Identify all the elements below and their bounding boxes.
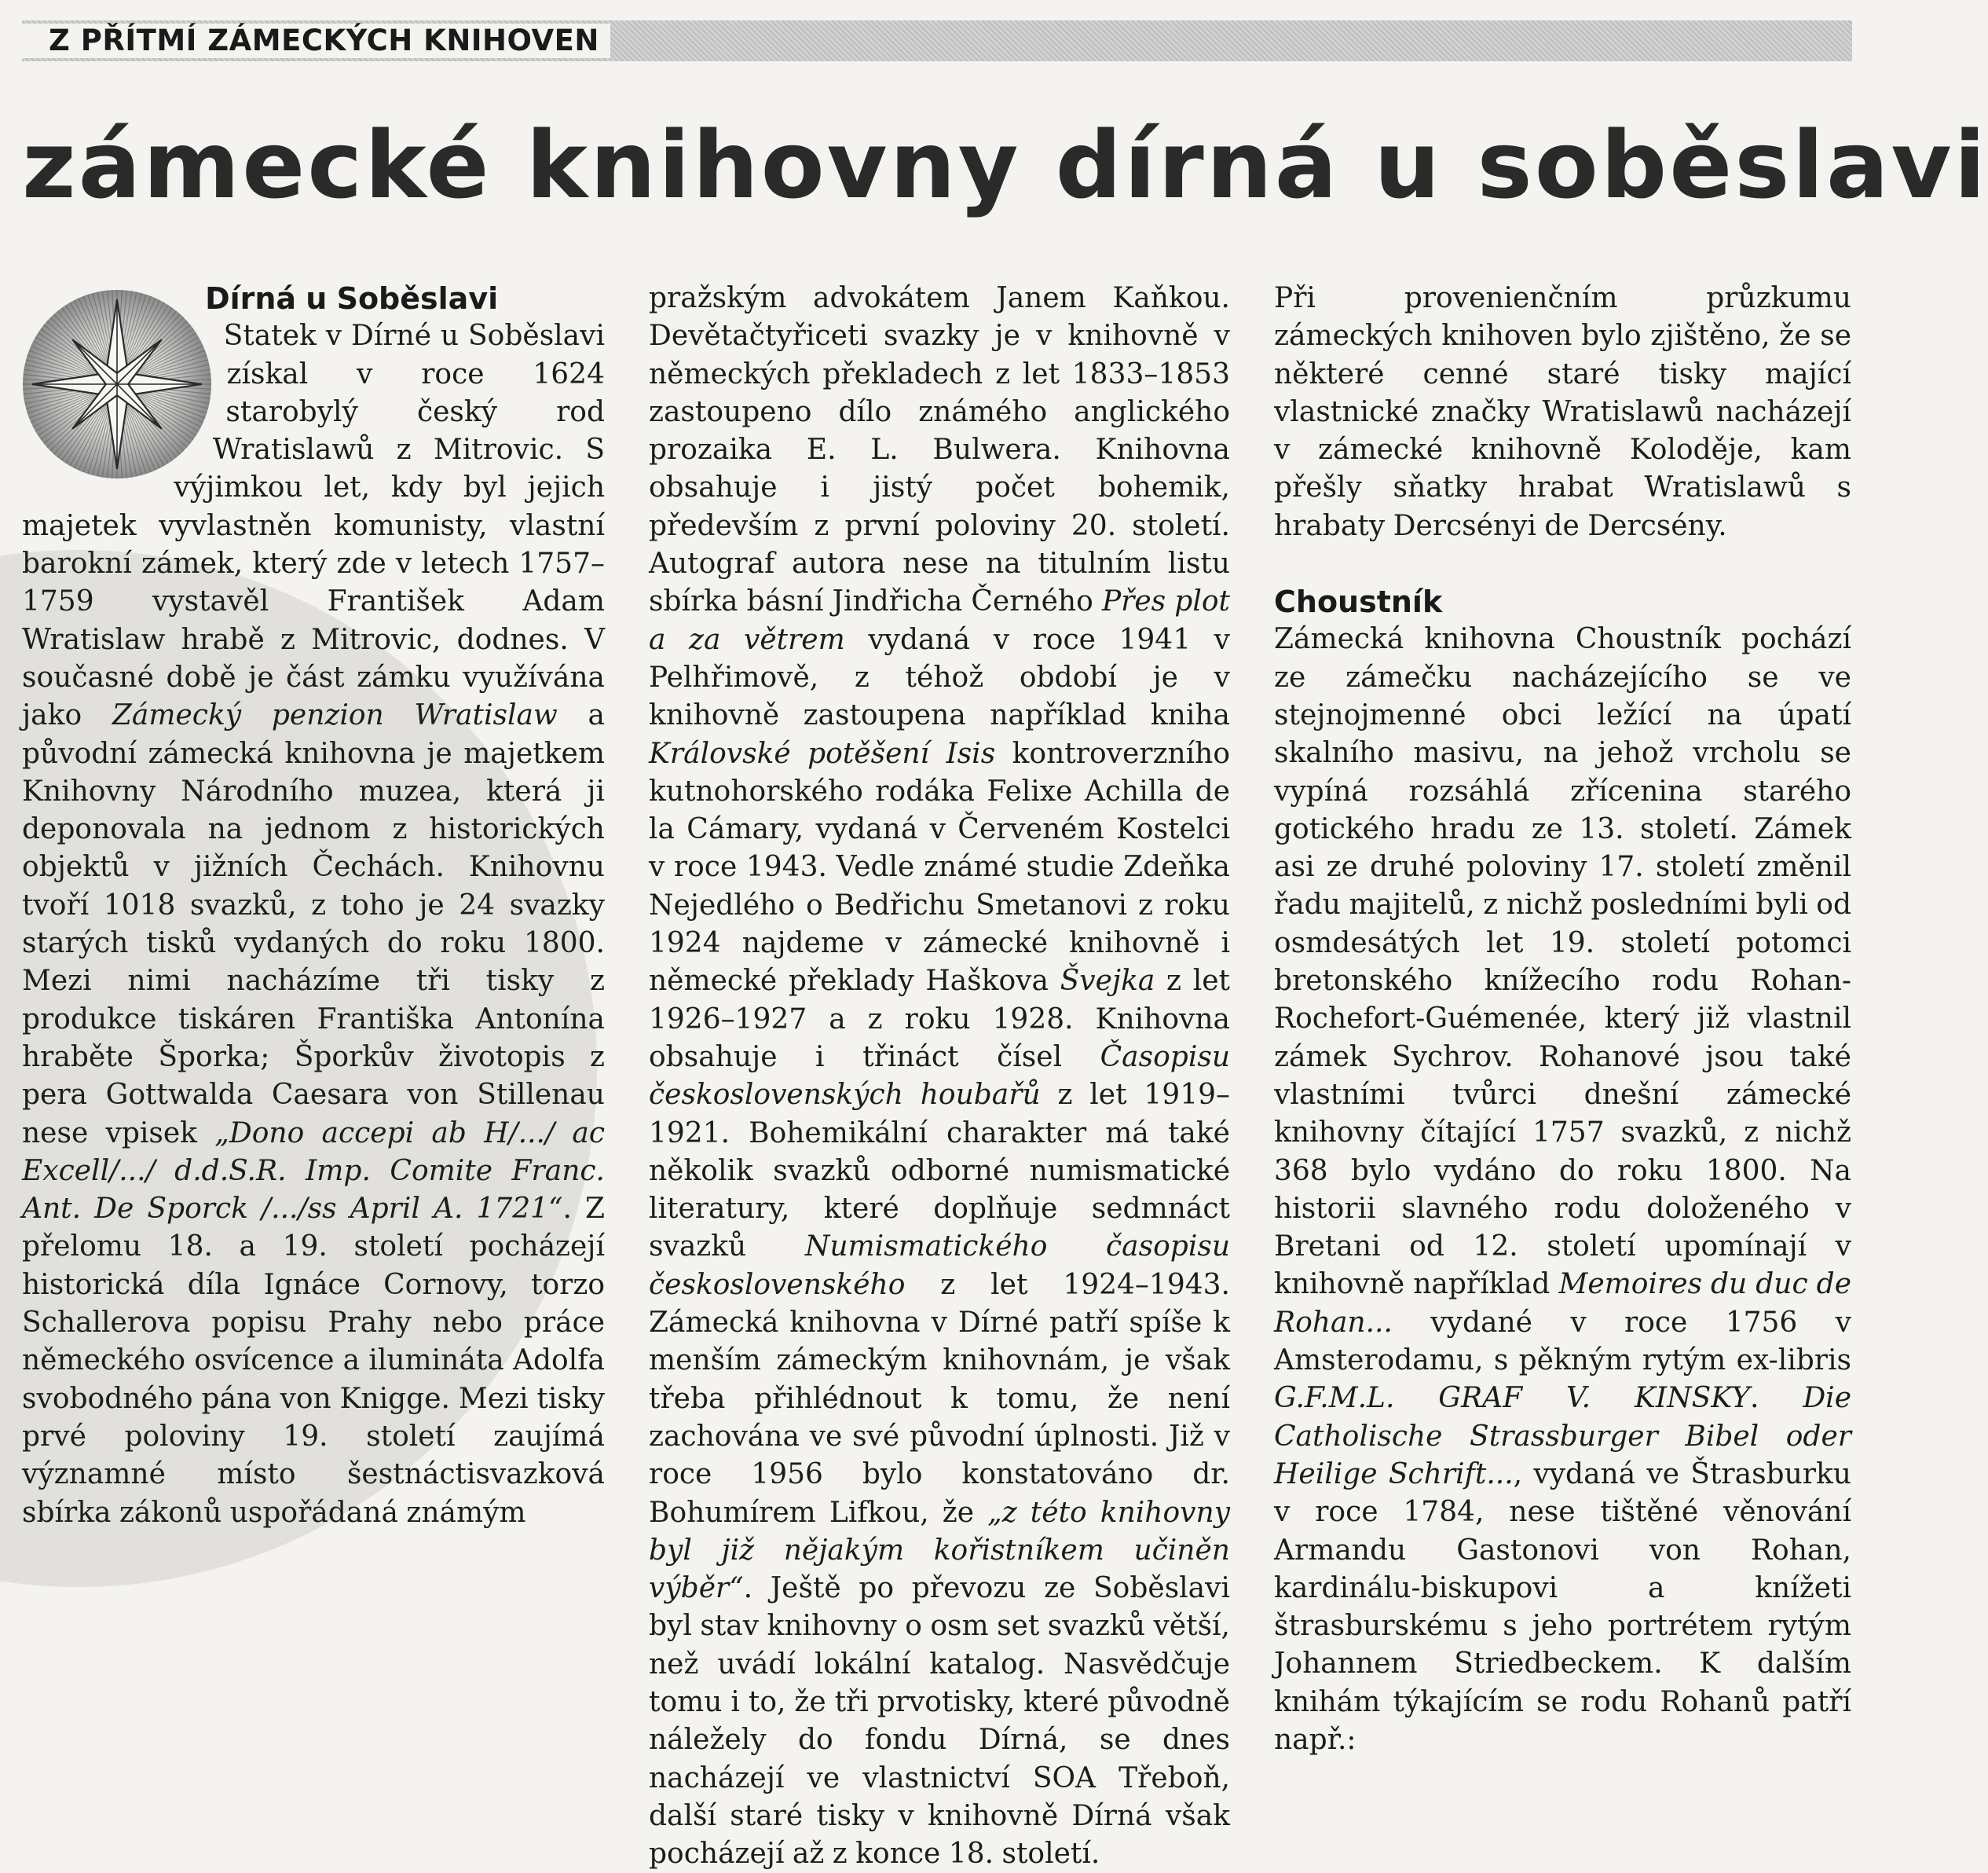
paragraph-dirna-2: Při provenienčním průzkumu zámeckých knihoven bylo zjištěno, že se některé cenné staré tisky mající vlastnické značky Wratislawů nacházejí v zámecké knihovně Koloděje, kam přešly sňatky hrabat Wratislawů s hrabaty Dercsényi de Dercsény. bbox=[1274, 282, 1851, 542]
headline: zámecké knihovny dírná u soběslavi bbox=[22, 111, 1988, 219]
paragraph-dirna-1-continued: pražským advokátem Janem Kaňkou. Devětačtyřiceti svazky je v knihovně v německých překladech z let 1833–1853 zastoupeno dílo známého anglického prozaika E. L. Bulwera. Knihovna obsahuje i jistý počet bohemik, především z první poloviny 20. století. Autograf autora nese na titulním listu sbírka básní Jindřicha Černého Přes plot a za větrem vydaná v roce 1941 v Pelhřimově, z téhož období je v knihovně zastoupena například kniha Královské potěšení Isis kontroverzního kutnohorského rodáka Felixe Achilla de la Cámary, vydaná v Červeném Kostelci v roce 1943. Vedle známé studie Zdeňka Nejedlého o Bedřichu Smetanovi z roku 1924 najdeme v zámecké knihovně i německé překlady Haškova Švejka z let 1926–1927 a z roku 1928. Knihovna obsahuje i třináct čísel Časopisu československých houbařů z let 1919–1921. Bohemikální charakter má také několik svazků odborné numismatické literatury, které doplňuje sedmnáct svazků Numismatického časopisu československého z let 1924–1943. Zámecká knihovna v Dírné patří spíše k menším zámeckým knihovnám, je však třeba přihlédnout k tomu, že není zachována ve své původní úplnosti. Již v roce 1956 bylo konstatováno dr. Bohumírem Lifkou, že „z této knihovny byl již nějakým kořistníkem učiněn výběr“. Ještě po převozu ze Soběslavi byl stav knihovny o osm set svazků větší, než uvádí lokální katalog. Nasvědčuje tomu i to, že tři prvotisky, které původně náležely do fondu Dírná, se dnes nacházejí ve vlastnictví SOA Třeboň, další staré tisky v knihovně Dírná však pocházejí až z konce 18. století. bbox=[649, 282, 1231, 1871]
column-2 bbox=[649, 280, 1231, 1871]
section-label: Z PŘÍTMÍ ZÁMECKÝCH KNIHOVEN bbox=[22, 24, 610, 58]
paragraph-choustnik-1: Zámecká knihovna Choustník pochází ze zámečku nacházejícího se ve stejnojmenné obci ležící na úpatí skalního masivu, na jehož vrcholu se vypíná rozsáhlá zřícenina starého gotického hradu ze 13. století. Zámek asi ze druhé poloviny 17. století změnil řadu majitelů, z nichž posledními byli od osmdesátých let 19. století potomci bretonského knížecího rodu Rohan-Rochefort-Guémenée, který již vlastnil zámek Sychrov. Rohanové jsou také vlastními tvůrci dnešní zámecké knihovny čítající 1757 svazků, z nichž 368 bylo vydáno do roku 1800. Na historii slavného rodu doloženého v Bretani od 12. století upomínají v knihovně například Memoires du duc de Rohan... vydané v roce 1756 v Amsterodamu, s pěkným rytým ex-libris G.F.M.L. GRAF V. KINSKY. Die Catholische Strassburger Bibel oder Heilige Schrift..., vydaná ve Štrasburku v roce 1784, nese tištěné věnování Armandu Gastonovi von Rohan, kardinálu-biskupovi a knížeti štrasburskému s jeho portrétem rytým Johannem Striedbeckem. K dalším knihám týkajícím se rodu Rohanů patří např.: bbox=[1274, 623, 1852, 1756]
column-3 bbox=[1274, 280, 1852, 1756]
column-1 bbox=[22, 280, 605, 1543]
compass-star-icon bbox=[20, 288, 214, 481]
paragraph-dirna-1: Statek v Dírné u Soběslavi získal v roce 1624 starobylý český rod Wratislawů z Mitrovic. S výjimkou let, kdy byl jejich majetek vyvlastněn komunisty, vlastní barokní zámek, který zde v letech 1757–1759 vystavěl František Adam Wratislaw hrabě z Mitrovic, dodnes. V současné době je část zámku využívána jako Zámecký penzion Wratislaw a původní zámecká knihovna je majetkem Knihovny Národního muzea, která ji deponovala na jednom z historických objektů v jižních Čechách. Knihovnu tvoří 1018 svazků, z toho je 24 svazky starých tisků vydaných do roku 1800. Mezi nimi nacházíme tři tisky z produkce tiskáren Františka Antonína hraběte Šporka; Šporkův životopis z pera Gottwalda Caesara von Stillenau nese vpisek „Dono accepi ab H/.../ ac Excell/.../ d.d.S.R. Imp. Comite Franc. Ant. De Sporck /.../ss April A. 1721“. Z přelomu 18. a 19. století pocházejí historická díla Ignáce Cornovy, torzo Schallerova popisu Prahy nebo práce německého osvícence a ilumináta Adolfa svobodného pána von Knigge. Mezi tisky prvé poloviny 19. století zaujímá významné místo šestnáctisvazková sbírka zákonů uspořádaná známým bbox=[22, 320, 606, 1529]
subheading-choustnik: Choustník bbox=[1274, 585, 1443, 620]
subheading-dirna: Dírná u Soběslavi bbox=[205, 281, 499, 316]
